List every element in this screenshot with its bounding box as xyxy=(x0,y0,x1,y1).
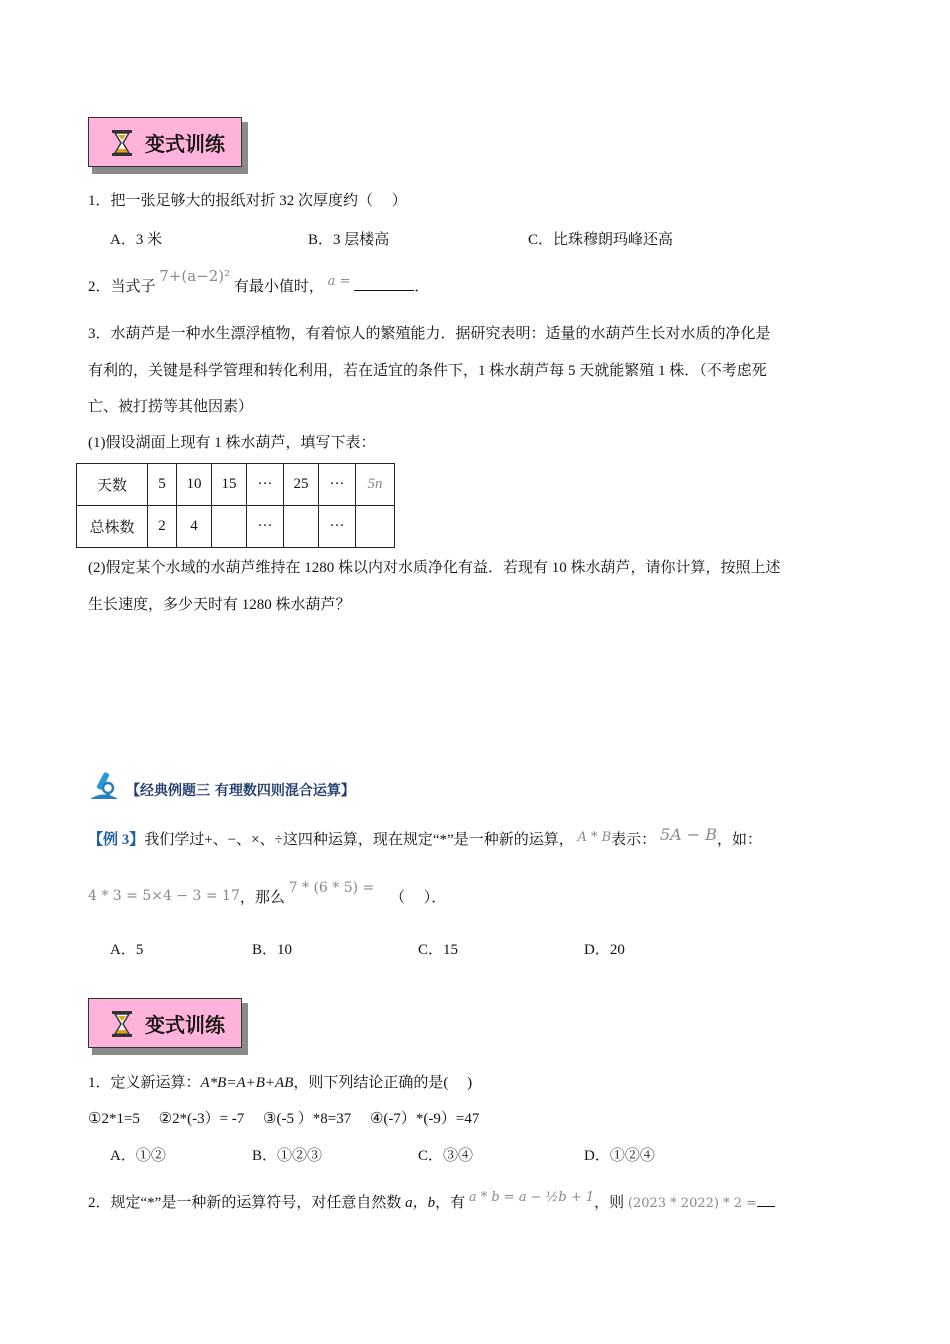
table-row xyxy=(77,464,395,506)
option-d: D．20 xyxy=(584,942,625,958)
ex3-end: ，如： xyxy=(717,832,763,848)
option-c: C．15 xyxy=(418,942,459,958)
q3-line2: 有利的，关键是科学管理和转化利用，若在适宜的条件下，1 株水葫芦每 5 天就能繁殖 1 株．（不考虑死 xyxy=(88,363,767,379)
example3-line1 xyxy=(88,825,763,851)
table-cell: ··· xyxy=(319,506,356,548)
answer-blank xyxy=(757,1198,775,1207)
growth-table xyxy=(76,463,395,548)
p2q1-suffix: ，则下列结论正确的是( ) xyxy=(293,1075,473,1091)
answer-blank xyxy=(354,276,414,291)
table-cell: ··· xyxy=(319,464,356,506)
p2q1-definition: A*B=A+B+AB xyxy=(200,1075,294,1091)
q3-line3: 亡、被打捞等其他因素） xyxy=(88,399,254,415)
example3-line2 xyxy=(88,880,447,908)
hourglass-icon xyxy=(111,1010,133,1038)
p2-question-2 xyxy=(88,1190,775,1214)
q3-sub2-line1: (2)假定某个水域的水葫芦维持在 1280 株以内对水质净化有益．若现有 10 株水葫芦，请你计算，按照上述 xyxy=(88,560,781,576)
q2-suffix: ． xyxy=(414,279,430,295)
p2q2-formula: a * b = a − ½b + 1 xyxy=(468,1190,595,1205)
p2q2-then: ，则 xyxy=(594,1195,625,1211)
hourglass-icon xyxy=(111,129,133,157)
table-cell: 4 xyxy=(177,506,212,548)
table-cell: 5n xyxy=(356,464,395,506)
option-d: D．①②④ xyxy=(584,1148,655,1164)
ex3-expr2: 5A − B xyxy=(659,825,718,844)
table-cell: ··· xyxy=(247,506,284,548)
option-b: B．10 xyxy=(252,942,293,958)
q3-line1: 3．水葫芦是一种水生漂浮植物，有着惊人的繁殖能力．据研究表明：适量的水葫芦生长对水质的净化是 xyxy=(88,326,771,342)
p2q2-text: 2．规定“*”是一种新的运算符号，对任意自然数 xyxy=(88,1195,402,1211)
ex3-expr1: A * B xyxy=(577,830,612,845)
ex3-text: 我们学过+、−、×、÷这四种运算，现在规定“*”是一种新的运算， xyxy=(144,832,574,848)
option-a: A．3 米 xyxy=(110,232,163,248)
ex3-expr3: 4 * 3 = 5×4 − 3 = 17 xyxy=(88,888,240,904)
option-b: B．3 层楼高 xyxy=(308,232,390,248)
table-cell: 天数 xyxy=(77,464,148,506)
table-cell: 15 xyxy=(212,464,247,506)
banner-title: 变式训练 xyxy=(145,1013,225,1037)
q2-var: a = xyxy=(327,274,351,289)
p2-question-1 xyxy=(88,1073,472,1093)
ex3-mid2: ，那么 xyxy=(239,890,285,906)
p2q2-formula2: (2023 * 2022) * 2 = xyxy=(627,1196,758,1211)
q2-prefix: 2．当式子 xyxy=(88,279,156,295)
table-cell xyxy=(212,506,247,548)
microscope-icon xyxy=(86,768,122,802)
table-cell: 5 xyxy=(148,464,177,506)
example-label: 【例 3】 xyxy=(88,832,145,848)
option-c: C．比珠穆朗玛峰还高 xyxy=(528,232,674,248)
option-c: C．③④ xyxy=(418,1148,474,1164)
table-row xyxy=(77,506,395,548)
p2q1-prefix: 1．定义新运算： xyxy=(88,1075,201,1091)
table-cell: 总株数 xyxy=(77,506,148,548)
question-1: 1．把一张足够大的报纸对折 32 次厚度约（ ） xyxy=(88,193,407,209)
ex3-end2: （ ）． xyxy=(390,890,447,906)
table-cell: ··· xyxy=(247,464,284,506)
question-2 xyxy=(88,267,430,298)
banner-title: 变式训练 xyxy=(145,132,225,156)
section-heading: 【经典例题三 有理数四则混合运算】 xyxy=(126,783,355,799)
q3-sub1: (1)假设湖面上现有 1 株水葫芦，填写下表： xyxy=(88,435,376,451)
table-cell: 25 xyxy=(284,464,319,506)
option-a: A．5 xyxy=(110,942,144,958)
practice-banner xyxy=(88,998,244,1050)
table-cell: 10 xyxy=(177,464,212,506)
table-cell xyxy=(356,506,395,548)
q2-middle: 有最小值时， xyxy=(233,279,324,295)
p2q2-vars: a，b xyxy=(405,1195,436,1211)
option-b: B．①②③ xyxy=(252,1148,323,1164)
p2q1-statements: ①2*1=5 ②2*(-3）= -7 ③(-5 ）*8=37 ④(-7）*(-9）=47 xyxy=(88,1111,480,1127)
p2q2-has: ，有 xyxy=(435,1195,466,1211)
q3-sub2-line2: 生长速度，多少天时有 1280 株水葫芦？ xyxy=(88,597,351,613)
practice-banner xyxy=(88,117,244,169)
ex3-expr4: 7 * (6 * 5) = xyxy=(288,880,375,896)
option-a: A．①② xyxy=(110,1148,166,1164)
table-cell: 2 xyxy=(148,506,177,548)
q2-formula: 7+(a−2)² xyxy=(159,267,231,285)
table-cell xyxy=(284,506,319,548)
ex3-mid: 表示： xyxy=(611,832,657,848)
